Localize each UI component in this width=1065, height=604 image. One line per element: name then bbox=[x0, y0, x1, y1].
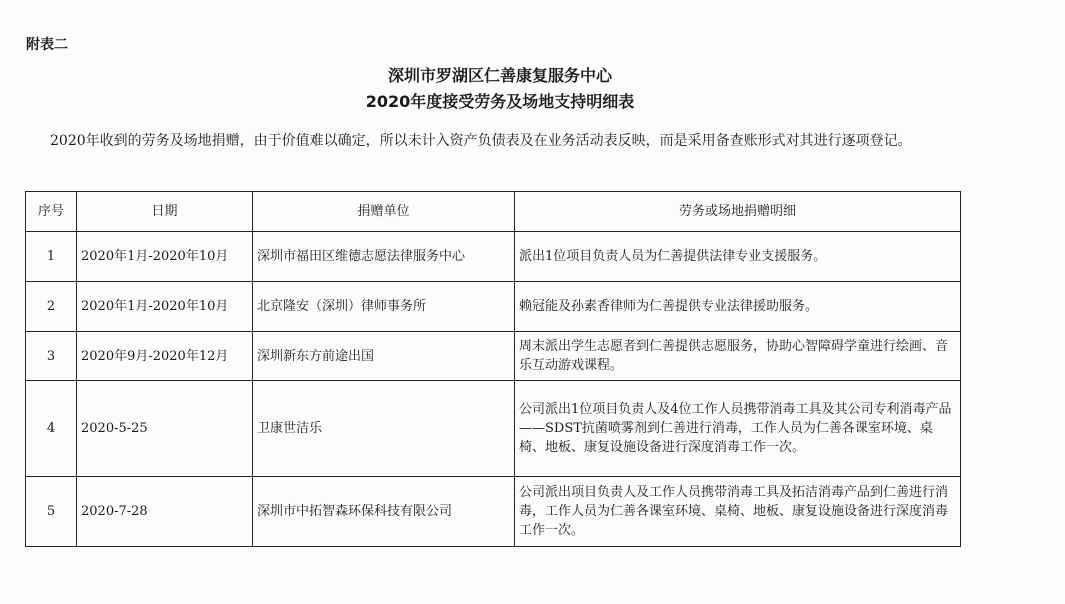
cell-no: 3 bbox=[26, 332, 77, 381]
cell-date: 2020年1月-2020年10月 bbox=[77, 232, 253, 282]
donation-table bbox=[25, 191, 961, 547]
appendix-label: 附表二 bbox=[26, 37, 68, 53]
header-detail: 劳务或场地捐赠明细 bbox=[515, 192, 961, 232]
cell-donor: 深圳市福田区维德志愿法律服务中心 bbox=[253, 232, 515, 282]
table-row bbox=[26, 282, 961, 332]
cell-no: 5 bbox=[26, 477, 77, 547]
cell-donor: 北京隆安（深圳）律师事务所 bbox=[253, 282, 515, 332]
table-row bbox=[26, 381, 961, 477]
document-title: 深圳市罗湖区仁善康复服务中心 bbox=[387, 66, 612, 85]
cell-date: 2020-7-28 bbox=[77, 477, 253, 547]
cell-no: 1 bbox=[26, 232, 77, 282]
cell-date: 2020年9月-2020年12月 bbox=[77, 332, 253, 381]
cell-donor: 卫康世洁乐 bbox=[253, 381, 515, 477]
cell-no: 2 bbox=[26, 282, 77, 332]
cell-date: 2020-5-25 bbox=[77, 381, 253, 477]
document-subtitle: 2020年度接受劳务及场地支持明细表 bbox=[365, 92, 635, 111]
table-row bbox=[26, 477, 961, 547]
cell-no: 4 bbox=[26, 381, 77, 477]
table-header-row bbox=[26, 192, 961, 232]
header-date: 日期 bbox=[77, 192, 253, 232]
cell-detail: 赖冠能及孙素香律师为仁善提供专业法律援助服务。 bbox=[515, 282, 961, 332]
cell-detail: 公司派出1位项目负责人及4位工作人员携带消毒工具及其公司专利消毒产品——SDST抗菌喷雾剂到仁善进行消毒，工作人员为仁善各课室环境、桌椅、地板、康复设施设备进行深度消毒工作一次。 bbox=[515, 381, 961, 477]
table-row bbox=[26, 232, 961, 282]
cell-donor: 深圳市中拓智森环保科技有限公司 bbox=[253, 477, 515, 547]
cell-date: 2020年1月-2020年10月 bbox=[77, 282, 253, 332]
cell-detail: 周末派出学生志愿者到仁善提供志愿服务，协助心智障碍学童进行绘画、音乐互动游戏课程。 bbox=[515, 332, 961, 381]
cell-detail: 公司派出项目负责人及工作人员携带消毒工具及拓洁消毒产品到仁善进行消毒，工作人员为仁善各课室环境、桌椅、地板、康复设施设备进行深度消毒工作一次。 bbox=[515, 477, 961, 547]
table-row bbox=[26, 332, 961, 381]
cell-detail: 派出1位项目负责人员为仁善提供法律专业支援服务。 bbox=[515, 232, 961, 282]
intro-paragraph: 2020年收到的劳务及场地捐赠，由于价值难以确定，所以未计入资产负债表及在业务活动表反映，而是采用备查账形式对其进行逐项登记。 bbox=[50, 133, 912, 149]
cell-donor: 深圳新东方前途出国 bbox=[253, 332, 515, 381]
header-donor: 捐赠单位 bbox=[253, 192, 515, 232]
header-no: 序号 bbox=[26, 192, 77, 232]
